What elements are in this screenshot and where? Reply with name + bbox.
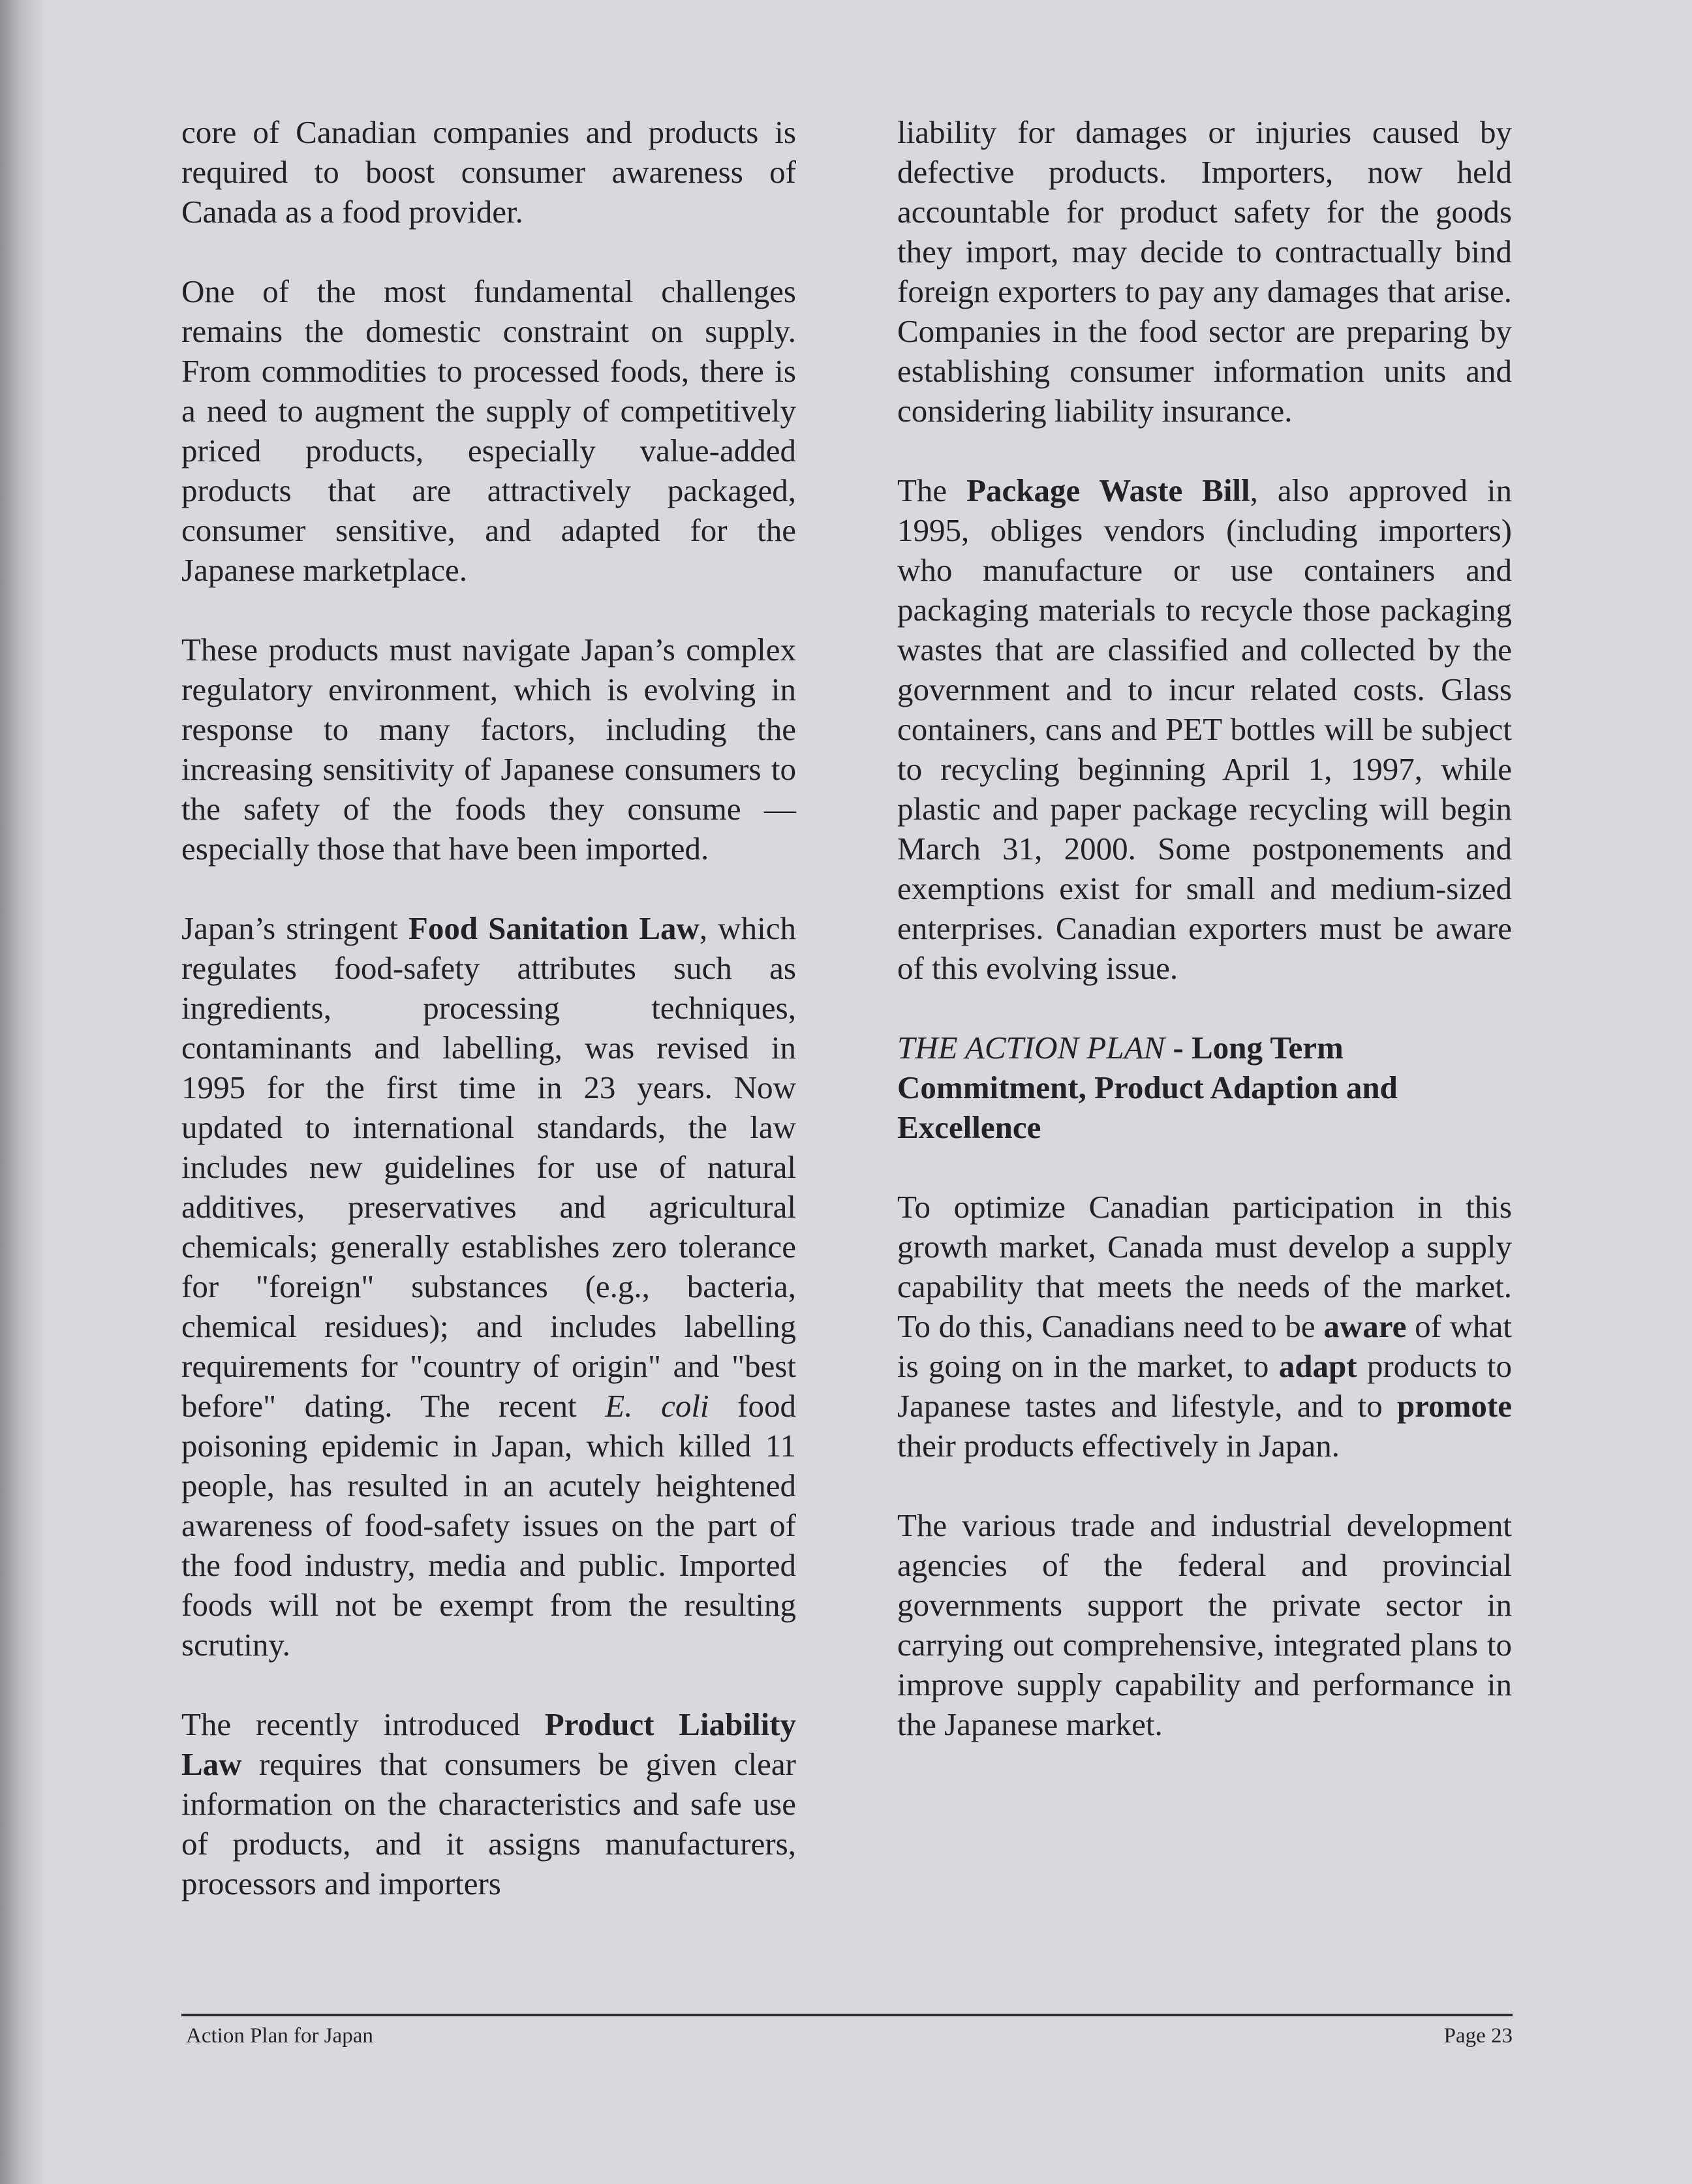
section-heading-italic: THE ACTION PLAN: [897, 1030, 1165, 1066]
paragraph-text: liability for damages or injuries caused by defective products. Importers, now held accountable for product safety for the goods they import, may decide to contractually bind foreign exporters to pay any damages that arise. Companies in the food sector are preparing by establishing consumer information units and considering liability insurance.: [897, 114, 1512, 429]
paragraph-text: These products must navigate Japan’s complex regulatory environment, which is evolving in response to many factors, including the increasing sensitivity of Japanese consumers to the safety of the foods they consume — especially those that have been imported.: [181, 632, 796, 867]
emphasis-word: adapt: [1278, 1348, 1357, 1384]
paragraph-text: The recently introduced: [181, 1706, 545, 1742]
section-heading: [897, 1028, 1512, 1147]
paragraph-text: of what is going on in the market, to: [897, 1308, 1512, 1384]
paragraph: [897, 470, 1512, 988]
paragraph: [897, 112, 1512, 431]
paragraph: [181, 908, 796, 1665]
paragraph-text: products to Japanese tastes and lifestyle, and to: [897, 1348, 1512, 1424]
paragraph: [181, 271, 796, 590]
section-heading-bold: - Long Term Commitment, Product Adaption and Excellence: [897, 1030, 1398, 1145]
paragraph: [181, 630, 796, 869]
footer-divider: [181, 2014, 1513, 2016]
bill-name: Package Waste Bill: [966, 472, 1250, 508]
emphasis-word: promote: [1397, 1388, 1512, 1424]
paragraph-text: The: [897, 472, 967, 508]
paragraph-text: One of the most fundamental challenges remains the domestic constraint on supply. From commodities to processed foods, there is a need to augment the supply of competitively priced products, especially value-added products that are attractively packaged, consumer sensitive, and adapted for the Japanese marketplace.: [181, 273, 796, 588]
paragraph: [181, 1704, 796, 1903]
paragraph-text: core of Canadian companies and products is required to boost consumer awareness of Canada as a food provider.: [181, 114, 796, 230]
emphasis-word: aware: [1323, 1308, 1407, 1344]
paragraph-text: their products effectively in Japan.: [897, 1428, 1340, 1464]
footer-page-number: Page 23: [1443, 2024, 1513, 2048]
paragraph-text: To optimize Canadian participation in this growth market, Canada must develop a supply capability that meets the needs of the market. To do this, Canadians need to be: [897, 1189, 1512, 1344]
paragraph-text: Japan’s stringent: [181, 910, 408, 946]
page-edge-shadow: [0, 0, 46, 2184]
footer-document-title: Action Plan for Japan: [186, 2024, 373, 2048]
organism-name: E. coli: [605, 1388, 709, 1424]
paragraph: [897, 1187, 1512, 1466]
left-column: [181, 112, 796, 1903]
paragraph: [897, 1505, 1512, 1744]
paragraph-text: The various trade and industrial development agencies of the federal and provincial governments support the private sector in carrying out comprehensive, integrated plans to improve supply capability and performance in the Japanese market.: [897, 1507, 1512, 1742]
paragraph: [181, 112, 796, 232]
paragraph-text: requires that consumers be given clear information on the characteristics and safe use of products, and it assigns manufacturers, processors and importers: [181, 1746, 796, 1901]
right-column: [897, 112, 1512, 1744]
paragraph-text: , also approved in 1995, obliges vendors (including importers) who manufacture or use containers and packaging materials to recycle those packaging wastes that are classified and collected by the government and to incur related costs. Glass containers, cans and PET bottles will be subject to recycling beginning April 1, 1997, while plastic and paper package recycling will begin March 31, 2000. Some postponements and exemptions exist for small and medium-sized enterprises. Canadian exporters must be aware of this evolving issue.: [897, 472, 1513, 986]
paragraph-text: food poisoning epidemic in Japan, which killed 11 people, has resulted in an acutely heightened awareness of food-safety issues on the part of the food industry, media and public. Imported foods will not be exempt from the resulting scrutiny.: [181, 1388, 796, 1663]
law-name: Food Sanitation Law: [408, 910, 700, 946]
paragraph-text: , which regulates food-safety attributes such as ingredients, processing techniques, contaminants and labelling, was revised in 1995 for the first time in 23 years. Now updated to international standards, the law includes new guidelines for use of natural additives, preservatives and agricultural chemicals; generally establishes zero tolerance for "foreign" substances (e.g., bacteria, chemical residues); and includes labelling requirements for "country of origin" and "best before" dating. The recent: [181, 910, 796, 1424]
law-name: Product Liability Law: [181, 1706, 796, 1782]
